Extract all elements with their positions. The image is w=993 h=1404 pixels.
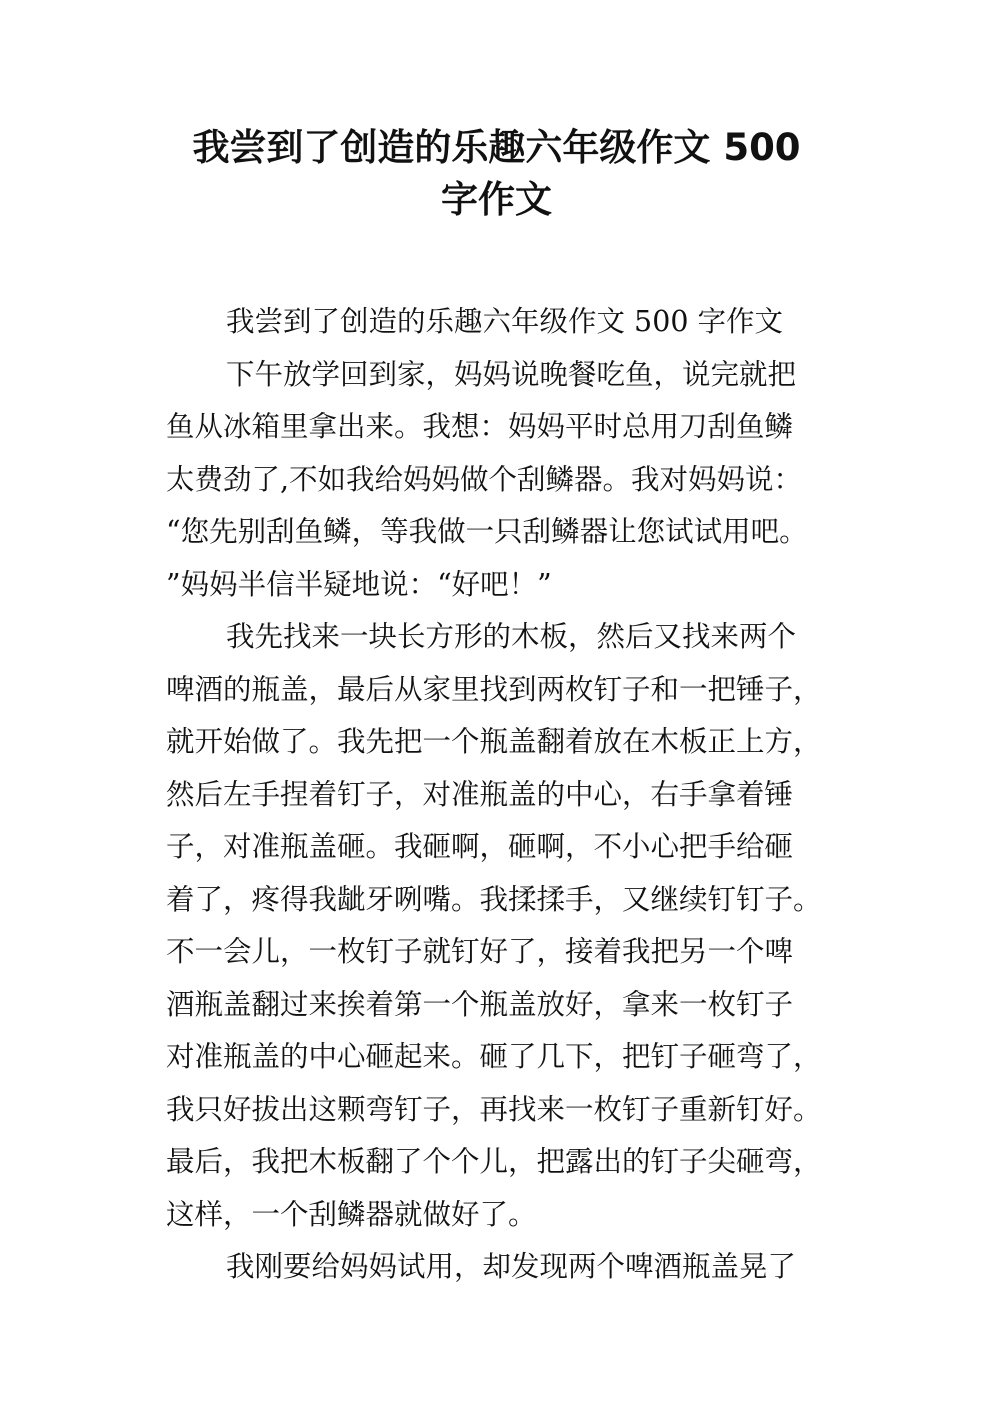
body-line: 子，对准瓶盖砸。我砸啊，砸啊，不小心把手给砸 <box>166 830 794 863</box>
body-line: 我刚要给妈妈试用，却发现两个啤酒瓶盖晃了 <box>226 1250 797 1283</box>
body-line: 对准瓶盖的中心砸起来。砸了几下，把钉子砸弯了， <box>166 1040 822 1073</box>
body-line: 鱼从冰箱里拿出来。我想：妈妈平时总用刀刮鱼鳞 <box>166 410 794 443</box>
body-line: 着了，疼得我龇牙咧嘴。我揉揉手，又继续钉钉子。 <box>166 882 822 916</box>
body-line: 我只好拔出这颗弯钉子，再找来一枚钉子重新钉好。 <box>166 1092 822 1126</box>
body-line: 太费劲了,不如我给妈妈做个刮鳞器。我对妈妈说： <box>166 462 803 496</box>
body-line: 我先找来一块长方形的木板，然后又找来两个 <box>226 620 797 653</box>
body-line: “您先别刮鱼鳞，等我做一只刮鳞器让您试试用吧。 <box>166 515 808 548</box>
body-line: 不一会儿，一枚钉子就钉好了，接着我把另一个啤 <box>166 935 794 968</box>
body-line: 我尝到了创造的乐趣六年级作文 500 字作文 <box>226 305 784 338</box>
body-line: 最后，我把木板翻了个个儿，把露出的钉子尖砸弯， <box>166 1145 822 1178</box>
body-line: 这样，一个刮鳞器就做好了。 <box>166 1197 537 1231</box>
body-line: 然后左手捏着钉子，对准瓶盖的中心，右手拿着锤 <box>166 777 794 811</box>
body-line: ”妈妈半信半疑地说：“好吧！” <box>166 567 552 601</box>
body-line: 就开始做了。我先把一个瓶盖翻着放在木板正上方， <box>166 725 822 758</box>
body-line: 啤酒的瓶盖，最后从家里找到两枚钉子和一把锤子， <box>166 672 822 706</box>
body-line: 酒瓶盖翻过来挨着第一个瓶盖放好，拿来一枚钉子 <box>166 987 794 1021</box>
title-line-1: 我尝到了创造的乐趣六年级作文 500 <box>192 126 801 169</box>
document-body <box>166 296 846 1294</box>
document-title <box>120 122 873 226</box>
title-line-2: 字作文 <box>441 178 552 221</box>
body-line: 下午放学回到家，妈妈说晚餐吃鱼，说完就把 <box>226 357 797 391</box>
